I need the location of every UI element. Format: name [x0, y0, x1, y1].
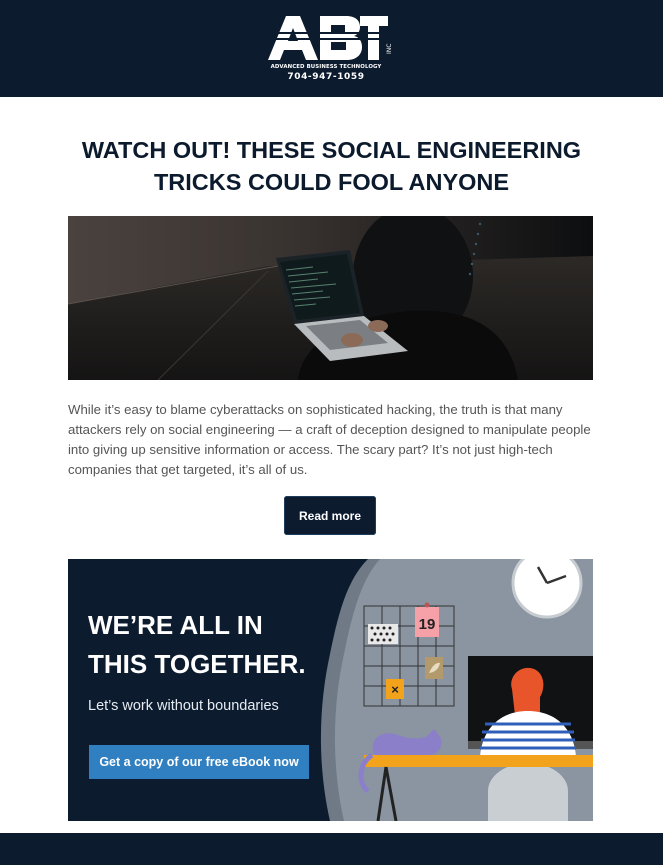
abt-logo[interactable] — [264, 12, 396, 84]
phone-number[interactable]: 704-947-1059 — [287, 72, 365, 82]
article-intro: While it’s easy to blame cyberattacks on sophisticated hacking, the truth is that many attackers rely on social engineering — a craft of deception designed to manipulate people into giving up sensitive information or access. The scary part? It’s not just high-tech companies that get targeted, it’s all of us. — [68, 402, 591, 477]
abt-logo-mark — [264, 12, 396, 64]
get-ebook-button[interactable]: Get a copy of our free eBook now — [89, 745, 309, 779]
header-bar — [0, 0, 663, 97]
banner-subheading: Let’s work without boundaries — [88, 698, 279, 714]
svg-text:×: × — [391, 682, 399, 697]
banner-heading-line1: WE’RE ALL IN — [88, 610, 263, 640]
banner-heading-line2: THIS TOGETHER. — [88, 649, 306, 679]
article-hero-image — [68, 216, 593, 380]
company-name: ADVANCED BUSINESS TECHNOLOGY — [270, 64, 382, 70]
banner-illustration — [68, 559, 593, 821]
article-title — [40, 134, 623, 198]
article-title-line1: WATCH OUT! THESE SOCIAL ENGINEERING — [81, 137, 582, 163]
article-title-line2: TRICKS COULD FOOL ANYONE — [153, 169, 510, 195]
ebook-banner[interactable] — [68, 559, 593, 821]
logo-inc: INC — [386, 43, 393, 54]
banner-heading — [88, 606, 348, 684]
footer-bar — [0, 833, 663, 865]
read-more-button[interactable]: Read more — [284, 496, 376, 535]
calendar-day-19: 19 — [418, 616, 436, 633]
